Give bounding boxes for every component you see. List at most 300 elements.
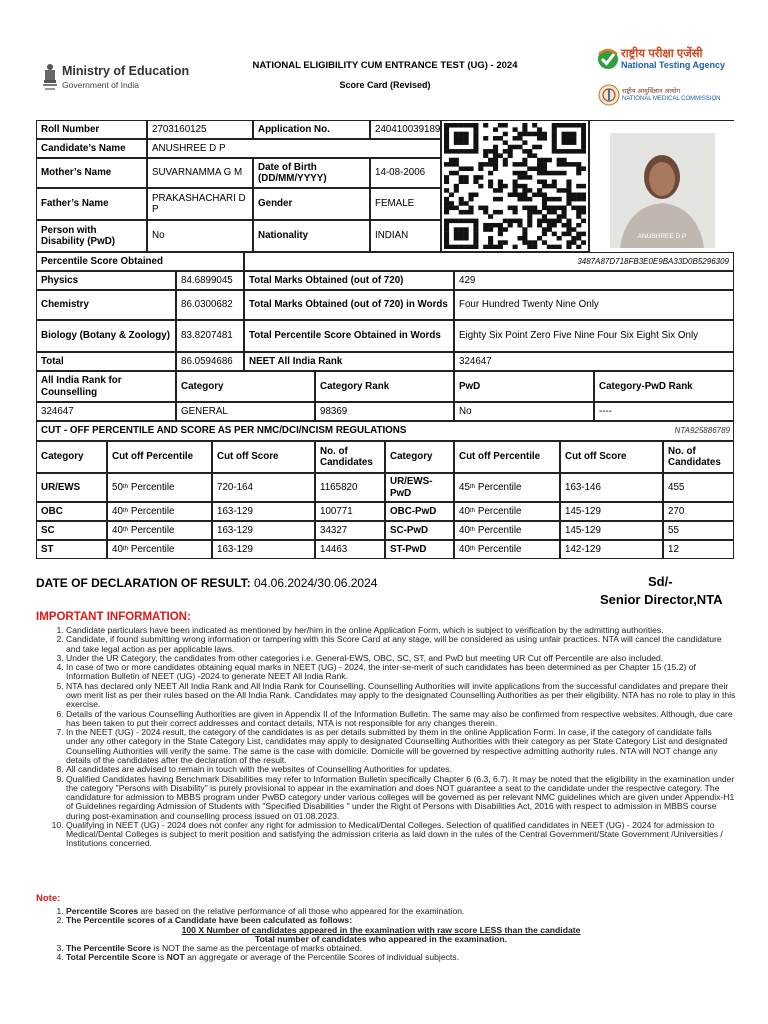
mother-name-value: SUVARNAMMA G M — [147, 158, 253, 188]
qr-module — [571, 197, 576, 202]
qr-module — [522, 188, 527, 193]
qr-module — [537, 236, 542, 241]
qr-module — [522, 171, 527, 176]
qr-module — [566, 197, 571, 202]
percentile-suffix: th — [469, 484, 475, 491]
important-list — [36, 626, 736, 849]
qr-module — [488, 149, 493, 154]
qr-module — [503, 158, 508, 163]
qr-module — [542, 158, 547, 163]
qr-module — [581, 240, 586, 245]
qr-module — [508, 149, 513, 154]
cutoff-score-pwd: 145-129 — [560, 521, 663, 540]
qr-module — [508, 206, 513, 211]
qr-module — [478, 162, 483, 167]
note-text: are based on the relative performance of all those who appeared for the examination. — [138, 906, 465, 916]
qr-module — [488, 162, 493, 167]
qr-module — [468, 123, 473, 128]
cutoff-score: 163-129 — [212, 521, 315, 540]
qr-module — [547, 223, 552, 228]
qr-module — [473, 136, 478, 141]
qr-module — [566, 179, 571, 184]
counselling-rank-label: All India Rank for Counselling — [36, 371, 176, 402]
important-item: 9. Qualified Candidates having Benchmark Disabilities may refer to Information Bulletin specifically Chapter 6 (6.3, 6.7). It may be noted that the eligibility in the examination under the category "Persons with Disability" is purely provisional to appear in the examination and does NOT guarantee a seat to the candidate under the respective category. The candidature for admission to MBBS program under PwBD category under various colleges will be governed as per relevant NMC guidelines which are given under Appendix-H1 of Guidelines regarding Admission of Students with "Specified Disabilities " under the Right of Persons with Disabilities Act, 2016 with respect to admission in MBBS course during post-examination and counselling process issued on 01.08.2023. — [66, 775, 736, 821]
qr-module — [473, 227, 478, 232]
pwd-label: Person with Disability (PwD) — [36, 220, 147, 252]
qr-module — [537, 145, 542, 150]
note-text: an aggregate or average of the Percentile Scores of individual subjects. — [184, 952, 459, 963]
nmc-english-name: NATIONAL MEDICAL COMMISSION — [622, 96, 721, 102]
cutoff-header: Cut off Score — [560, 441, 663, 473]
qr-module — [557, 197, 562, 202]
qr-module — [571, 140, 576, 145]
marks-label: Total Marks Obtained (out of 720) — [244, 271, 454, 290]
header — [0, 0, 768, 118]
qr-module — [527, 223, 532, 228]
qr-module — [576, 197, 581, 202]
qr-module — [581, 132, 586, 137]
marks-value: 429 — [454, 271, 734, 290]
qr-module — [552, 197, 557, 202]
total-label: Total — [36, 352, 176, 371]
qr-module — [547, 197, 552, 202]
qr-module — [517, 219, 522, 224]
qr-module — [517, 136, 522, 141]
qr-module — [517, 193, 522, 198]
qr-module — [522, 236, 527, 241]
cutoff-category-pwd: UR/EWS-PwD — [385, 473, 454, 502]
qr-module — [464, 175, 469, 180]
qr-module — [498, 184, 503, 189]
nta-english-name: National Testing Agency — [621, 60, 726, 70]
cutoff-header: Category — [36, 441, 107, 473]
qr-module — [532, 245, 537, 249]
category-rank-value: 98369 — [315, 402, 454, 421]
qr-module — [557, 206, 562, 211]
qr-module — [557, 149, 562, 154]
qr-module — [576, 245, 581, 249]
percentile-word: Percentile — [130, 505, 175, 517]
qr-module — [503, 132, 508, 137]
important-item: 7. In the NEET (UG) - 2024 result, the category of the candidates is as per details submitted by them in the online Application Form. In case, if the category of candidate falls under any other category in the State Category List, candidates may apply to designated Counselling Authorities with their category as per State Category List and designated Counselling Authorities will verify the same. The same is the case with domicile. Domicile will be governed by respective admitting authority rules. NTA will NOT change any details of the candidates after the declaration of the result. — [66, 728, 736, 765]
qr-module — [444, 232, 449, 237]
photo-caption: ANUSHREE D P — [637, 233, 687, 240]
qr-module — [537, 166, 542, 171]
qr-module — [581, 197, 586, 202]
percentile-word: Percentile — [130, 524, 175, 536]
qr-module — [444, 245, 449, 249]
qr-module — [444, 123, 449, 128]
qr-module — [493, 136, 498, 141]
qr-module — [527, 197, 532, 202]
qr-module — [503, 240, 508, 245]
qr-module — [454, 219, 459, 224]
qr-module — [468, 245, 473, 249]
qr-module — [547, 245, 552, 249]
all-india-rank-value: 324647 — [454, 352, 734, 371]
qr-module — [449, 219, 454, 224]
qr-module — [581, 149, 586, 154]
qr-module — [508, 153, 513, 158]
qr-module — [454, 132, 459, 137]
qr-module — [562, 214, 567, 219]
important-item: 4. In case of two or more candidates obtaining equal marks in NEET (UG) - 2024, the inter-se-merit of such candidates has been determined as per Chapter 15 (15.2) of Information Bulletin of NEET (UG) -2024 to generate NEET All India Rank. — [66, 663, 736, 682]
qr-module — [547, 206, 552, 211]
nationality-label: Nationality — [253, 220, 370, 252]
qr-module — [552, 149, 557, 154]
qr-module — [449, 149, 454, 154]
qr-module — [513, 206, 518, 211]
qr-module — [517, 184, 522, 189]
qr-module — [444, 240, 449, 245]
cutoff-score: 720-164 — [212, 473, 315, 502]
qr-module — [566, 232, 571, 237]
qr-module — [522, 206, 527, 211]
qr-module — [464, 140, 469, 145]
qr-module — [542, 171, 547, 176]
qr-module — [537, 136, 542, 141]
qr-module — [566, 193, 571, 198]
qr-module — [562, 188, 567, 193]
mother-name-label: Mother’s Name — [36, 158, 147, 188]
cutoff-candidates: 100771 — [315, 502, 385, 521]
qr-module — [547, 184, 552, 189]
qr-module — [562, 210, 567, 215]
qr-module — [454, 140, 459, 145]
cutoff-percentile — [107, 502, 212, 521]
percentile-words-label: Total Percentile Score Obtained in Words — [244, 320, 454, 352]
qr-module — [532, 166, 537, 171]
qr-module — [542, 219, 547, 224]
qr-module — [513, 184, 518, 189]
qr-module — [552, 127, 557, 132]
note-bold: Total Percentile Score — [66, 952, 156, 963]
qr-module — [566, 223, 571, 228]
nta-check-icon — [597, 48, 619, 70]
qr-module — [552, 184, 557, 189]
nmc-hindi-name: राष्ट्रीय आयुर्विज्ञान आयोग — [622, 88, 681, 95]
cutoff-candidates: 14463 — [315, 540, 385, 559]
qr-module — [557, 188, 562, 193]
cutoff-category-pwd: OBC-PwD — [385, 502, 454, 521]
qr-module — [444, 219, 449, 224]
application-number-label: Application No. — [253, 120, 370, 139]
qr-module — [513, 179, 518, 184]
notes — [36, 907, 736, 963]
qr-module — [537, 193, 542, 198]
qr-module — [552, 232, 557, 237]
qr-module — [571, 206, 576, 211]
candidate-photo-image — [590, 121, 735, 253]
qr-module — [464, 123, 469, 128]
qr-module — [532, 206, 537, 211]
qr-module — [444, 236, 449, 241]
cutoff-percentile — [107, 540, 212, 559]
chemistry-label: Chemistry — [36, 290, 176, 320]
qr-module — [532, 210, 537, 215]
cutoff-header: Cut off Score — [212, 441, 315, 473]
qr-module — [503, 219, 508, 224]
qr-module — [513, 162, 518, 167]
qr-module — [566, 245, 571, 249]
qr-module — [468, 197, 473, 202]
qr-module — [527, 214, 532, 219]
cutoff-category: SC — [36, 521, 107, 540]
qr-module — [483, 153, 488, 158]
qr-module — [562, 162, 567, 167]
qr-module — [444, 132, 449, 137]
qr-module — [459, 236, 464, 241]
qr-module — [513, 171, 518, 176]
qr-module — [488, 223, 493, 228]
qr-module — [454, 136, 459, 141]
percentile-suffix: th — [469, 527, 475, 534]
total-value: 86.0594686 — [176, 352, 244, 371]
qr-module — [562, 171, 567, 176]
qr-module — [557, 158, 562, 163]
qr-module — [508, 145, 513, 150]
qr-module — [503, 149, 508, 154]
qr-module — [454, 149, 459, 154]
percentile-word: Percentile — [477, 543, 522, 555]
qr-module — [468, 219, 473, 224]
cutoff-score-pwd: 145-129 — [560, 502, 663, 521]
qr-module — [527, 153, 532, 158]
cutoff-percentile-pwd — [454, 540, 560, 559]
qr-module — [532, 123, 537, 128]
note-bold: The Percentile scores of a Candidate have been calculated as follows: — [66, 915, 353, 926]
qr-module — [508, 223, 513, 228]
qr-module — [542, 227, 547, 232]
cutoff-score: 163-129 — [212, 502, 315, 521]
qr-module — [483, 149, 488, 154]
qr-module — [552, 171, 557, 176]
qr-module — [581, 206, 586, 211]
qr-module — [542, 240, 547, 245]
qr-module — [576, 149, 581, 154]
percentile-number: 50 — [112, 481, 123, 493]
dob-label: Date of Birth (DD/MM/YYYY) — [253, 158, 370, 188]
qr-module — [454, 171, 459, 176]
qr-module — [493, 197, 498, 202]
qr-module — [522, 140, 527, 145]
qr-module — [566, 201, 571, 206]
qr-module — [493, 166, 498, 171]
cutoff-score-pwd: 142-129 — [560, 540, 663, 559]
important-information — [36, 626, 736, 849]
qr-module — [493, 223, 498, 228]
qr-module — [527, 210, 532, 215]
qr-module — [522, 184, 527, 189]
qr-module — [552, 145, 557, 150]
qr-module — [542, 132, 547, 137]
qr-module — [444, 227, 449, 232]
pwd-rank-label: PwD — [454, 371, 594, 402]
important-item: 3. Under the UR Category, the candidates from other categories i.e. General-EWS, OBC, SC, ST, and PwD but meeting UR Cut off Percentile are also included. — [66, 654, 736, 663]
qr-module — [454, 206, 459, 211]
qr-module — [576, 232, 581, 237]
gender-value: FEMALE — [370, 188, 441, 220]
qr-module — [513, 127, 518, 132]
candidate-name-label: Candidate’s Name — [36, 139, 147, 158]
qr-module — [464, 219, 469, 224]
qr-module — [478, 175, 483, 180]
important-item: 10. Qualifying in NEET (UG) - 2024 does not confer any right for admission to Medical/Dental Colleges. Selection of qualified candidates in NEET (UG) - 2024 for admission to Medical/Dental Colleges is subject to merit position and satisfying the admission criteria as laid down in the rules of the Central Government/State Government /Universities / Institutions concerned. — [66, 821, 736, 849]
cutoff-candidates-pwd: 270 — [663, 502, 734, 521]
qr-module — [493, 162, 498, 167]
qr-module — [537, 223, 542, 228]
qr-module — [454, 188, 459, 193]
qr-module — [493, 210, 498, 215]
qr-module — [517, 162, 522, 167]
category-value: GENERAL — [176, 402, 315, 421]
qr-module — [537, 132, 542, 137]
biology-value: 83.8207481 — [176, 320, 244, 352]
qr-module — [459, 175, 464, 180]
percentile-suffix: th — [122, 508, 128, 515]
cutoff-percentile-pwd — [454, 502, 560, 521]
qr-module — [444, 175, 449, 180]
qr-module — [542, 232, 547, 237]
qr-module — [581, 136, 586, 141]
qr-module — [459, 166, 464, 171]
qr-module — [459, 136, 464, 141]
qr-module — [464, 201, 469, 206]
qr-module — [576, 210, 581, 215]
signature: Sd/- — [648, 574, 673, 589]
cutoff-percentile-pwd — [454, 521, 560, 540]
qr-module — [513, 245, 518, 249]
qr-module — [522, 240, 527, 245]
qr-module — [513, 145, 518, 150]
qr-module — [552, 210, 557, 215]
qr-module — [503, 140, 508, 145]
qr-module — [444, 210, 449, 215]
qr-module — [473, 175, 478, 180]
qr-module — [562, 140, 567, 145]
percentile-number: 40 — [459, 524, 470, 536]
qr-module — [459, 140, 464, 145]
application-number-value: 240410039189 — [370, 120, 441, 139]
qr-module — [537, 179, 542, 184]
candidate-photo — [589, 120, 734, 252]
qr-module — [449, 123, 454, 128]
qr-module — [576, 171, 581, 176]
qr-module — [562, 149, 567, 154]
qr-module — [454, 232, 459, 237]
cutoff-title: CUT - OFF PERCENTILE AND SCORE AS PER NMC/DCI/NCISM REGULATIONS — [36, 421, 734, 441]
biology-label: Biology (Botany & Zoology) — [36, 320, 176, 352]
qr-module — [449, 206, 454, 211]
formula-numerator: 100 X Number of candidates appeared in the examination with raw score LESS than the candidate — [181, 924, 581, 935]
marks-words-value: Four Hundred Twenty Nine Only — [454, 290, 734, 320]
qr-module — [527, 166, 532, 171]
qr-module — [473, 149, 478, 154]
qr-module — [562, 158, 567, 163]
qr-module — [508, 193, 513, 198]
signatory: Senior Director,NTA — [600, 592, 723, 607]
qr-module — [552, 132, 557, 137]
cutoff-header: Category — [385, 441, 454, 473]
qr-module — [557, 123, 562, 128]
declaration-label: DATE OF DECLARATION OF RESULT: — [36, 576, 251, 590]
qr-module — [527, 245, 532, 249]
percentile-word: Percentile — [130, 543, 175, 555]
qr-module — [547, 171, 552, 176]
qr-module — [488, 184, 493, 189]
qr-module — [571, 236, 576, 241]
qr-module — [522, 232, 527, 237]
note-item — [66, 953, 736, 962]
qr-module — [542, 193, 547, 198]
qr-module — [498, 232, 503, 237]
qr-module — [522, 158, 527, 163]
qr-module — [488, 158, 493, 163]
qr-module — [503, 184, 508, 189]
qr-module — [537, 210, 542, 215]
qr-module — [522, 123, 527, 128]
qr-module — [522, 127, 527, 132]
percentile-word: Percentile — [477, 505, 522, 517]
father-name-label: Father’s Name — [36, 188, 147, 220]
qr-module — [562, 232, 567, 237]
qr-module — [537, 171, 542, 176]
category-rank-label: Category Rank — [315, 371, 454, 402]
percentile-suffix: th — [469, 546, 475, 553]
qr-module — [493, 158, 498, 163]
note-text: is NOT the same as the percentage of marks obtained. — [151, 943, 363, 954]
qr-module — [488, 171, 493, 176]
qr-module — [468, 193, 473, 198]
note-bold: The Percentile Score — [66, 943, 152, 954]
qr-module — [483, 206, 488, 211]
qr-module — [581, 123, 586, 128]
qr-module — [552, 123, 557, 128]
qr-module — [444, 206, 449, 211]
qr-module — [532, 132, 537, 137]
qr-module — [498, 188, 503, 193]
qr-module — [522, 193, 527, 198]
qr-module — [513, 193, 518, 198]
note-text: is — [155, 952, 167, 963]
qr-module — [493, 127, 498, 132]
qr-module — [488, 227, 493, 232]
dob-value: 14-08-2006 — [370, 158, 441, 188]
qr-module — [542, 201, 547, 206]
qr-module — [566, 184, 571, 189]
hash-code-1: 3487A87D718FB3E0E9BA33D0B5296309 — [244, 252, 734, 271]
qr-module — [488, 236, 493, 241]
cutoff-score-pwd: 163-146 — [560, 473, 663, 502]
qr-module — [542, 179, 547, 184]
qr-module — [478, 166, 483, 171]
qr-module — [532, 193, 537, 198]
qr-module — [464, 132, 469, 137]
qr-module — [557, 171, 562, 176]
nmc-logo — [598, 84, 738, 112]
important-title: IMPORTANT INFORMATION: — [36, 611, 191, 623]
score-card-title: Score Card (Revised) — [339, 80, 431, 90]
qr-module — [566, 162, 571, 167]
qr-module — [522, 175, 527, 180]
qr-module — [473, 123, 478, 128]
qr-module — [576, 236, 581, 241]
important-item: 6. Details of the various Counselling Authorities are given in Appendix II of the Information Bulletin. The same may also be confirmed from respective websites. Although, due care has been taken to put their correct addresses and contact details, NTA is not responsible for any changes therein. — [66, 710, 736, 729]
qr-module — [562, 136, 567, 141]
qr-module — [517, 236, 522, 241]
qr-module — [547, 219, 552, 224]
qr-module — [473, 145, 478, 150]
